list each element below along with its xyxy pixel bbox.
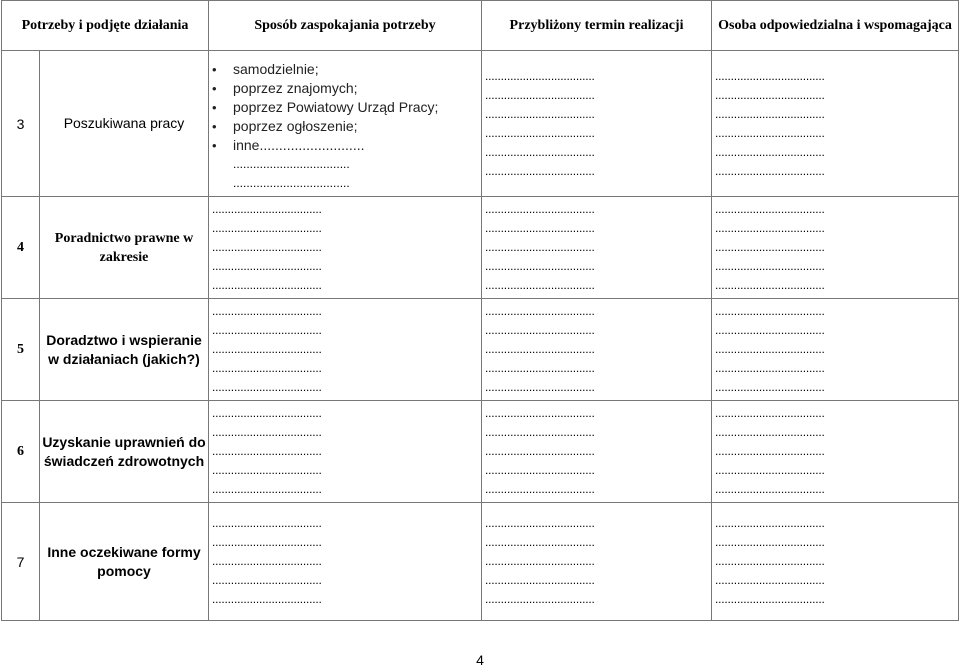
dotted-line: ...................................	[212, 342, 322, 356]
dotted-line: ...................................	[212, 535, 322, 549]
dotted-line: ...................................	[715, 573, 825, 587]
dotted-line: ...................................	[485, 406, 595, 420]
row-method-cell	[209, 503, 482, 621]
row-term-cell	[482, 401, 712, 503]
dotted-line: ...................................	[212, 592, 322, 606]
row-number: 5	[2, 299, 40, 401]
dotted-line: ...................................	[715, 323, 825, 337]
method-option: • poprzez Powiatowy Urząd Pracy;	[212, 99, 439, 115]
row-method-cell	[209, 51, 482, 197]
dotted-line: ...................................	[715, 240, 825, 254]
row-method-cell	[209, 401, 482, 503]
dotted-line: ...................................	[485, 463, 595, 477]
row-term-cell	[482, 197, 712, 299]
header-row	[2, 1, 959, 51]
dotted-line: ...................................	[212, 221, 322, 235]
dotted-line: ...................................	[715, 592, 825, 606]
dotted-line: ...................................	[715, 259, 825, 273]
dotted-line: ...................................	[212, 361, 322, 375]
row-need-label: Uzyskanie uprawnień do świadczeń zdrowotnych	[40, 401, 209, 503]
row-term-cell	[482, 299, 712, 401]
dotted-line: ...................................	[485, 342, 595, 356]
dotted-line: ...................................	[485, 202, 595, 216]
dotted-line: ...................................	[485, 380, 595, 394]
dotted-line: ...................................	[485, 221, 595, 235]
row-need-label: Inne oczekiwane formy pomocy	[40, 503, 209, 621]
table-row-7	[2, 503, 959, 621]
dotted-line: ...................................	[715, 406, 825, 420]
method-options-list	[209, 54, 481, 155]
dotted-line: ...................................	[212, 516, 322, 530]
dotted-line: ...................................	[233, 176, 350, 190]
page-number: 4	[476, 652, 484, 668]
table-row-4	[2, 197, 959, 299]
dotted-line: ...................................	[485, 87, 595, 102]
dotted-line: ...................................	[212, 573, 322, 587]
row-term-cell	[482, 51, 712, 197]
dotted-line: ...................................	[715, 68, 825, 83]
row-need-label: Doradztwo i wspieranie w działaniach (jakich?)	[40, 299, 209, 401]
dotted-line: ...................................	[715, 342, 825, 356]
row-need-label: Poszukiwana pracy	[40, 51, 209, 197]
row-person-cell	[712, 401, 959, 503]
dotted-line: ...................................	[485, 554, 595, 568]
row-method-cell	[209, 299, 482, 401]
dotted-line: ...................................	[485, 68, 595, 83]
dotted-line: ...................................	[212, 463, 322, 477]
dotted-line: ...................................	[212, 482, 322, 496]
header-need: Potrzeby i podjęte działania	[2, 1, 209, 51]
dotted-line: ...................................	[715, 125, 825, 140]
dotted-line: ...................................	[715, 535, 825, 549]
table-row-6	[2, 401, 959, 503]
dotted-line: ...................................	[212, 406, 322, 420]
dotted-line: ...................................	[715, 444, 825, 458]
dotted-line: ...................................	[485, 516, 595, 530]
dotted-line: ...................................	[715, 87, 825, 102]
dotted-line: ...................................	[485, 482, 595, 496]
dotted-line: ...................................	[485, 278, 595, 292]
dotted-line: ...................................	[485, 592, 595, 606]
bullet-icon: •	[212, 100, 217, 115]
dotted-line: ...................................	[485, 444, 595, 458]
method-option: • samodzielnie;	[212, 61, 319, 77]
row-number: 7	[2, 503, 40, 621]
method-option: • inne...........................	[212, 137, 365, 153]
table-row-5	[2, 299, 959, 401]
dotted-line: ...................................	[233, 157, 350, 171]
dotted-line: ...................................	[715, 221, 825, 235]
row-person-cell	[712, 299, 959, 401]
dotted-line: ...................................	[212, 323, 322, 337]
row-term-cell	[482, 503, 712, 621]
dotted-line: ...................................	[485, 259, 595, 273]
bullet-icon: •	[212, 138, 217, 153]
bullet-icon: •	[212, 81, 217, 96]
dotted-line: ...................................	[715, 554, 825, 568]
dotted-line: ...................................	[212, 304, 322, 318]
row-number: 3	[2, 51, 40, 197]
dotted-line: ...................................	[715, 202, 825, 216]
dotted-line: ...................................	[485, 304, 595, 318]
dotted-line: ...................................	[212, 444, 322, 458]
dotted-line: ...................................	[715, 106, 825, 121]
dotted-line: ...................................	[485, 144, 595, 159]
dotted-line: ...................................	[715, 163, 825, 178]
row-number: 6	[2, 401, 40, 503]
bullet-icon: •	[212, 62, 217, 77]
table-row-3	[2, 51, 959, 197]
dotted-line: ...................................	[212, 240, 322, 254]
header-method: Sposób zaspokajania potrzeby	[209, 1, 482, 51]
dotted-line: ...................................	[715, 482, 825, 496]
row-person-cell	[712, 197, 959, 299]
row-person-cell	[712, 51, 959, 197]
dotted-line: ...................................	[212, 380, 322, 394]
method-option: • poprzez znajomych;	[212, 80, 358, 96]
dotted-line: ...................................	[485, 106, 595, 121]
dotted-line: ...................................	[715, 304, 825, 318]
header-term: Przybliżony termin realizacji	[482, 1, 712, 51]
dotted-line: ...................................	[715, 278, 825, 292]
dotted-line: ...................................	[485, 361, 595, 375]
method-option: • poprzez ogłoszenie;	[212, 118, 358, 134]
dotted-line: ...................................	[485, 535, 595, 549]
dotted-line: ...................................	[485, 125, 595, 140]
dotted-line: ...................................	[485, 425, 595, 439]
header-person: Osoba odpowiedzialna i wspomagająca	[712, 1, 959, 51]
bullet-icon: •	[212, 119, 217, 134]
dotted-line: ...................................	[715, 380, 825, 394]
dotted-line: ...................................	[212, 425, 322, 439]
support-plan-table	[1, 0, 959, 621]
dotted-line: ...................................	[212, 259, 322, 273]
row-need-label: Poradnictwo prawne w zakresie	[40, 197, 209, 299]
row-person-cell	[712, 503, 959, 621]
dotted-line: ...................................	[715, 516, 825, 530]
dotted-line: ...................................	[485, 163, 595, 178]
dotted-line: ...................................	[715, 425, 825, 439]
dotted-line: ...................................	[715, 144, 825, 159]
dotted-line: ...................................	[212, 202, 322, 216]
row-number: 4	[2, 197, 40, 299]
dotted-line: ...................................	[212, 554, 322, 568]
dotted-line: ...................................	[485, 240, 595, 254]
dotted-line: ...................................	[485, 573, 595, 587]
dotted-line: ...................................	[485, 323, 595, 337]
dotted-line: ...................................	[715, 463, 825, 477]
dotted-line: ...................................	[212, 278, 322, 292]
dotted-line: ...................................	[715, 361, 825, 375]
row-method-cell	[209, 197, 482, 299]
